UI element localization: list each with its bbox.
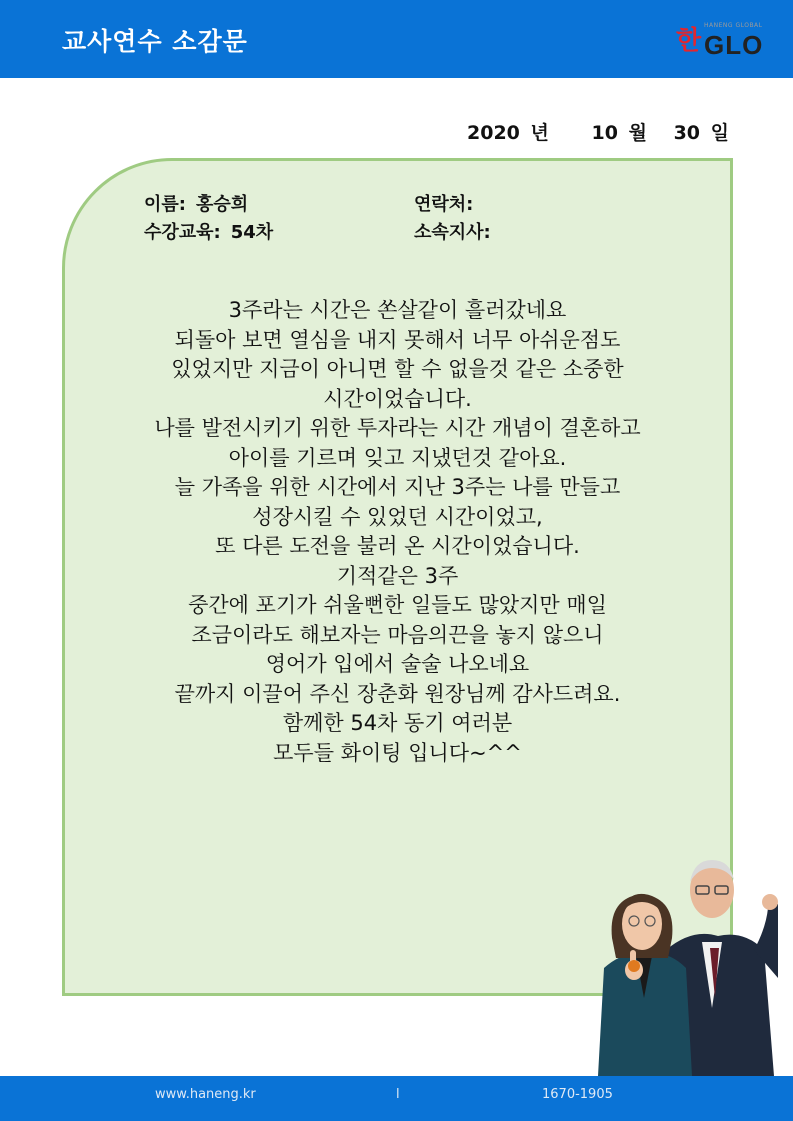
course-field	[144, 218, 273, 244]
date-month-unit: 월	[628, 122, 647, 144]
letter-line: 끝까지 이끌어 주신 장춘화 원장님께 감사드려요.	[174, 681, 621, 706]
name-field	[144, 190, 248, 216]
letter-line: 늘 가족을 위한 시간에서 지난 3주는 나를 만들고	[174, 475, 621, 499]
letter-line: 되돌아 보면 열심을 내지 못해서 너무 아쉬운점도	[174, 327, 621, 352]
header-bar	[0, 0, 793, 78]
footer-separator: l	[396, 1087, 400, 1102]
teachers-photo	[594, 858, 778, 1076]
letter-line: 또 다른 도전을 불러 온 시간이었습니다.	[215, 534, 580, 558]
name-label: 이름:	[144, 194, 186, 215]
date-month: 10	[591, 122, 618, 144]
branch-label: 소속지사:	[414, 222, 491, 243]
brand-logo[interactable]	[674, 16, 778, 66]
letter-line: 나를 발전시키기 위한 투자라는 시간 개념이 결혼하고	[154, 416, 641, 440]
letter-line: 3주라는 시간은 쏜살같이 흘러갔네요	[228, 298, 567, 322]
branch-field	[414, 218, 501, 244]
date-year: 2020	[467, 122, 520, 144]
letter-line: 아이를 기르며 잊고 지냈던것 같아요.	[228, 445, 567, 470]
footer-bar	[0, 1076, 793, 1121]
letter-line: 영어가 입에서 술술 나오네요	[265, 652, 530, 676]
letter-body	[62, 296, 733, 768]
letter-line: 모두들 화이팅 입니다~^^	[273, 740, 522, 765]
letter-line: 중간에 포기가 쉬울뻔한 일들도 많았지만 매일	[188, 593, 607, 617]
letter-line: 기적같은 3주	[336, 563, 459, 588]
logo-mark: 한	[676, 26, 702, 56]
course-label: 수강교육:	[144, 222, 221, 243]
contact-label: 연락처:	[414, 194, 474, 215]
logo-tagline: HANENG GLOBAL	[704, 22, 763, 29]
date-line	[467, 118, 729, 145]
date-year-unit: 년	[530, 122, 549, 144]
letter-line: 조금이라도 해보자는 마음의끈을 놓지 않으니	[191, 622, 604, 647]
letter-line: 시간이었습니다.	[323, 386, 472, 411]
contact-field	[414, 190, 483, 216]
date-day: 30	[673, 122, 701, 144]
letter-line: 성장시킬 수 있었던 시간이었고,	[252, 504, 543, 529]
date-day-unit: 일	[710, 122, 729, 144]
footer-phone: 1670-1905	[542, 1087, 613, 1102]
name-value: 홍승희	[195, 194, 249, 215]
course-value: 54차	[230, 222, 274, 243]
letter-line: 있었지만 지금이 아니면 할 수 없을것 같은 소중한	[171, 357, 624, 381]
page-title: 교사연수 소감문	[62, 27, 248, 56]
logo-wordmark: GLO	[704, 30, 764, 60]
letter-line: 함께한 54차 동기 여러분	[282, 711, 513, 735]
footer-website-link[interactable]: www.haneng.kr	[155, 1087, 256, 1102]
